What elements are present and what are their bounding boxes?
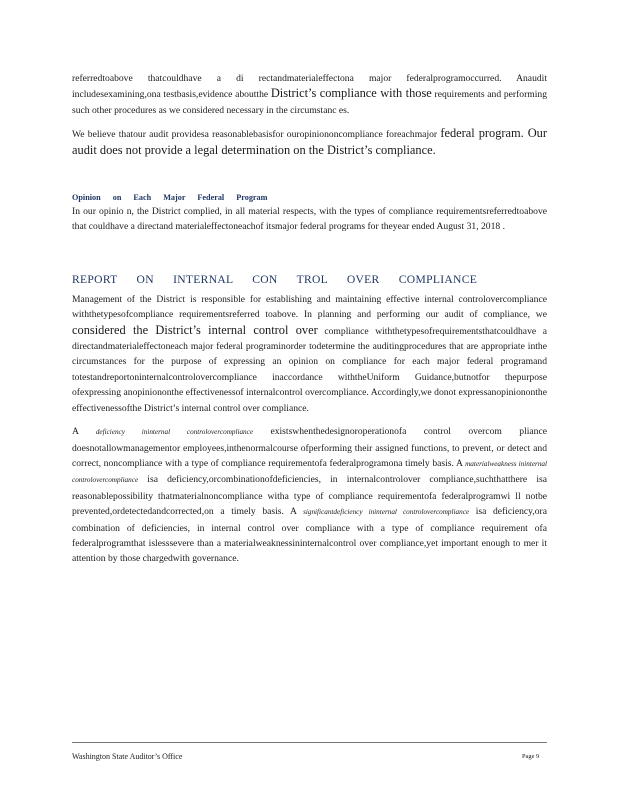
paragraph-deficiency-definitions xyxy=(72,424,547,567)
term-significant-deficiency: significantdeficiency ininternal controlovercompliance xyxy=(303,508,470,517)
paragraph-text: isa deficiency,orcombinationofdeficiencies, in internalcontrolover compliance,suchthatthere isa reasonablepossibility thatmaterialnoncompliance witha type of compliance requirementofa federalprogramwi ll notbe prevented,ordetectedandcorrected,on a timely basis. A xyxy=(72,474,547,518)
paragraph-text: isa deficiency,ora combination of deficiencies, in internal control over compliance with a type of compliance requirement ofa federalprogramthat islesssevere than a materialweaknessininternalcontrol over compliance,yet important enough to mer it attention by those chargedwith governance. xyxy=(72,506,547,565)
paragraph-opinion: In our opinio n, the District complied, in all material respects, with the types of compliance requirementsreferredtoabove that couldhave a directand materialeffectoneachof itsmajor federal programs for theyear ended August 31, 2018 . xyxy=(72,206,547,233)
paragraph-audit-scope xyxy=(72,71,547,118)
paragraph-text: compliance withthetypesofrequirementsthatcouldhave a directandmaterialeffectoneach major federal programinorder todetermine the auditingprocedures that are appropriate inthe circumstances for the purpose of expressing an opinion on compliance for each major federal programand totestandreportoninternalcontrolovercompliance inaccordance withtheUniform Guidance,butnotfor thepurpose ofexpressing anopiniononthe effectivenessof internalcontrol overcompliance. Accordingly,we donot expressanopiniononthe effectivenessofthe District’s internal control over compliance. xyxy=(72,325,547,414)
report-heading: REPORT ON INTERNAL CON TROL OVER COMPLIANCE xyxy=(72,272,478,286)
paragraph-text: referredtoabove thatcouldhave a di rectandmaterialeffectona major federalprogramoccurred. Anaudit includesexamining,ona testbasis,evidence aboutthe xyxy=(72,73,547,101)
paragraph-text: existswhenthedesignoroperationofa control overcom pliance doesnotallowmanagementor employees,inthenormalcourse ofperforming their assigned functions, to prevent, or detect and correct, noncompliance with a type of compliance requirementofa federalprogramona timely basis. A xyxy=(72,426,547,469)
footer-divider xyxy=(72,742,547,743)
paragraph-text: A xyxy=(72,426,96,438)
paragraph-text-large: federal program. Our audit does not provide a legal determination on the District’s compliance. xyxy=(72,126,547,157)
page-content xyxy=(72,71,547,567)
paragraph-management-responsibility xyxy=(72,292,547,416)
paragraph-text-large: considered the District’s internal control over xyxy=(72,322,318,337)
term-material-weakness: materialweakness ininternal controlovercompliance xyxy=(72,459,548,485)
paragraph-text-large: District’s compliance with those xyxy=(270,86,432,101)
paragraph-text: Management of the District is responsible for establishing and maintaining effective internal controlovercompliance withthetypesofcompliance requirementsreferred toabove. In planning and performing our audit of compliance, we xyxy=(72,293,547,321)
paragraph-text: We believe thatour audit providesa reasonablebasisfor ouropiniononcompliance foreachmajor xyxy=(72,129,441,141)
footer-page-number: Page 9 xyxy=(522,753,540,760)
paragraph-audit-basis xyxy=(72,126,547,159)
opinion-heading: Opinion on Each Major Federal Program xyxy=(72,193,268,203)
term-deficiency: deficiency ininternal controlovercompliance xyxy=(95,428,254,437)
paragraph-text: requirements and performing such other procedures as we considered necessary in the circumstanc es. xyxy=(72,89,547,116)
footer-office-name: Washington State Auditor’s Office xyxy=(72,752,183,761)
